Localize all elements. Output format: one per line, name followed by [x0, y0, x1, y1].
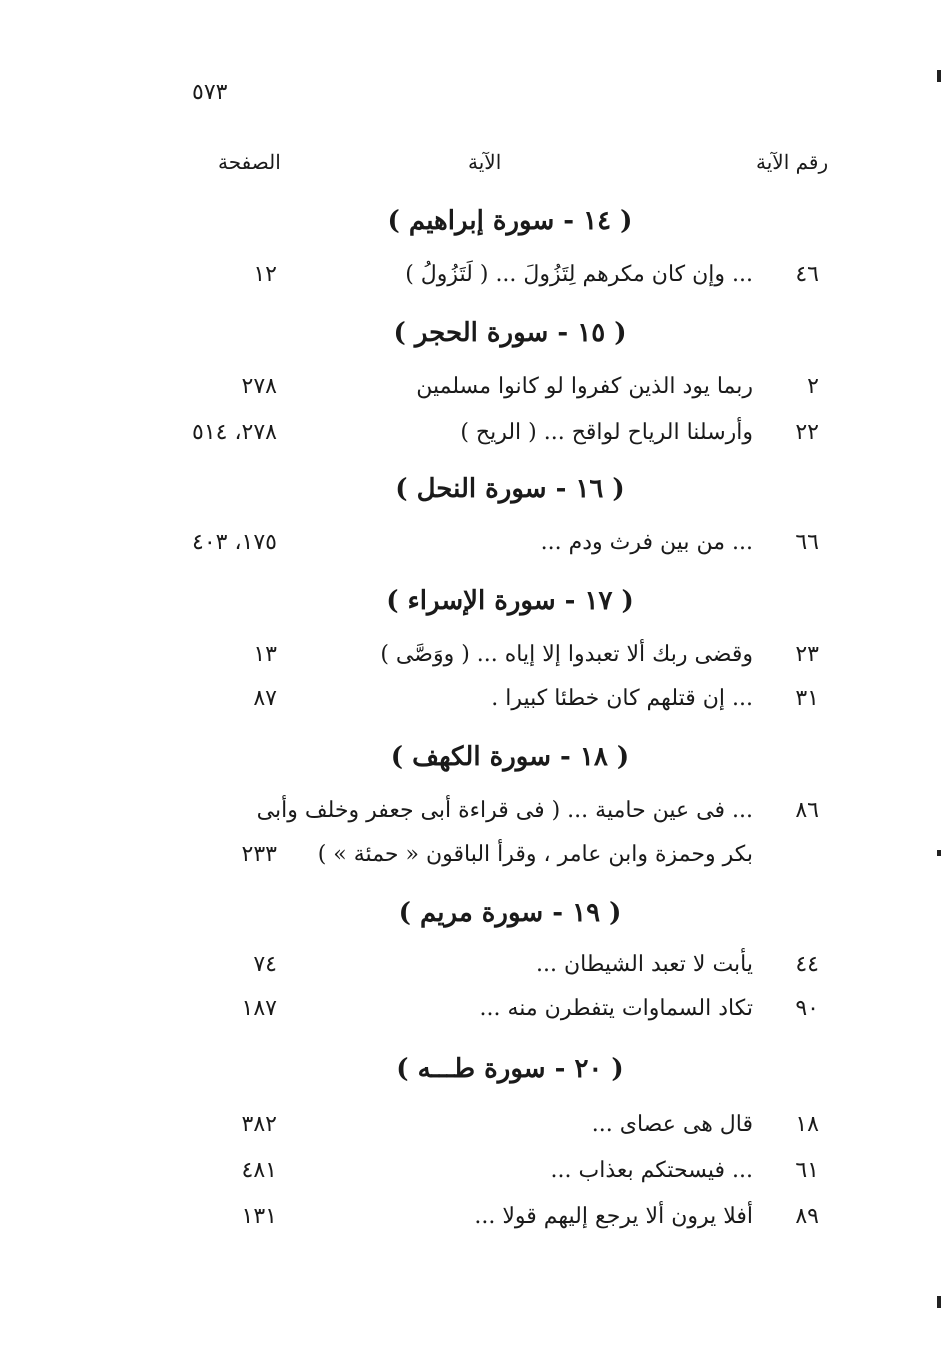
page-reference: ٤٨١ [241, 1158, 277, 1183]
verse-text: قال هى عصاى ... [591, 1112, 753, 1137]
surah-heading: ( ١٩ - سورة مريم ) [398, 898, 622, 928]
page-reference: ٣٨٢ [241, 1112, 277, 1137]
verse-number: ٣١ [795, 686, 819, 711]
index-row [0, 262, 943, 302]
verse-number: ٦٦ [795, 530, 819, 555]
index-row [0, 530, 943, 570]
verse-number: ٨٩ [795, 1204, 819, 1229]
verse-number: ٩٠ [795, 996, 819, 1021]
surah-heading: ( ١٧ - سورة الإسراء ) [386, 586, 634, 616]
scan-edge-mark [937, 1296, 941, 1308]
verse-number: ٤٤ [795, 952, 819, 977]
page-reference: ٢٧٨ [241, 374, 277, 399]
index-row [0, 1158, 943, 1198]
verse-text: ... وإن كان مكرهم لِتَزُولَ ... ( لَتَزُولُ ) [405, 262, 753, 287]
verse-text: أفلا يرون ألا يرجع إليهم قولا ... [474, 1204, 753, 1229]
verse-number: ٢ [807, 374, 819, 399]
surah-heading: ( ١٨ - سورة الكهف ) [390, 742, 630, 772]
verse-text: ربما يود الذين كفروا لو كانوا مسلمين [416, 374, 753, 399]
page-reference: ٢٧٨، ٥١٤ [192, 420, 277, 445]
verse-text: ... فيسحتكم بعذاب ... [550, 1158, 753, 1183]
verse-number: ٢٢ [795, 420, 819, 445]
page-reference: ١٧٥، ٤٠٣ [192, 530, 277, 555]
page-number: ٥٧٣ [192, 80, 228, 105]
verse-text: بكر وحمزة وابن عامر ، وقرأ الباقون « حمئة » ) [317, 842, 753, 867]
page-reference: ١٣١ [241, 1204, 277, 1229]
surah-heading: ( ١٥ - سورة الحجر ) [393, 318, 627, 348]
verse-text: ... إن قتلهم كان خطئا كبيرا . [491, 686, 753, 711]
index-row [0, 642, 943, 682]
verse-number: ٤٦ [795, 262, 819, 287]
verse-number: ١٨ [795, 1112, 819, 1137]
scan-edge-mark [937, 70, 941, 82]
page-reference: ٢٣٣ [241, 842, 277, 867]
index-row [0, 952, 943, 992]
surah-heading: ( ١٤ - سورة إبراهيم ) [387, 206, 633, 236]
verse-number: ٨٦ [795, 798, 819, 823]
index-row [0, 798, 943, 838]
verse-number: ٦١ [795, 1158, 819, 1183]
index-row [0, 420, 943, 460]
index-row [0, 374, 943, 414]
surah-heading: ( ١٦ - سورة النحل ) [395, 474, 625, 504]
surah-heading: ( ٢٠ - سورة طـــه ) [396, 1054, 624, 1084]
verse-text: يأبت لا تعبد الشيطان ... [536, 952, 753, 977]
column-header-page: الصفحة [218, 150, 281, 174]
scan-edge-mark [937, 850, 941, 856]
verse-text: ... من بين فرث ودم ... [540, 530, 753, 555]
column-header-verse: الآية [468, 150, 502, 174]
index-row [0, 842, 943, 882]
verse-text: وأرسلنا الرياح لواقح ... ( الريح ) [460, 420, 753, 445]
column-header-verse-number: رقم الآية [756, 150, 829, 174]
page-reference: ١٨٧ [241, 996, 277, 1021]
page-reference: ١٢ [253, 262, 277, 287]
verse-text: تكاد السماوات يتفطرن منه ... [479, 996, 753, 1021]
page-reference: ٨٧ [253, 686, 277, 711]
index-row [0, 1112, 943, 1152]
page-reference: ٧٤ [253, 952, 277, 977]
page-reference: ١٣ [253, 642, 277, 667]
index-row [0, 1204, 943, 1244]
verse-number: ٢٣ [795, 642, 819, 667]
index-row [0, 996, 943, 1036]
verse-text: وقضى ربك ألا تعبدوا إلا إياه ... ( ووَصَّى ) [380, 642, 753, 667]
index-row [0, 686, 943, 726]
verse-text: ... فى عين حامية ... ( فى قراءة أبى جعفر وخلف وأبى [256, 798, 753, 823]
